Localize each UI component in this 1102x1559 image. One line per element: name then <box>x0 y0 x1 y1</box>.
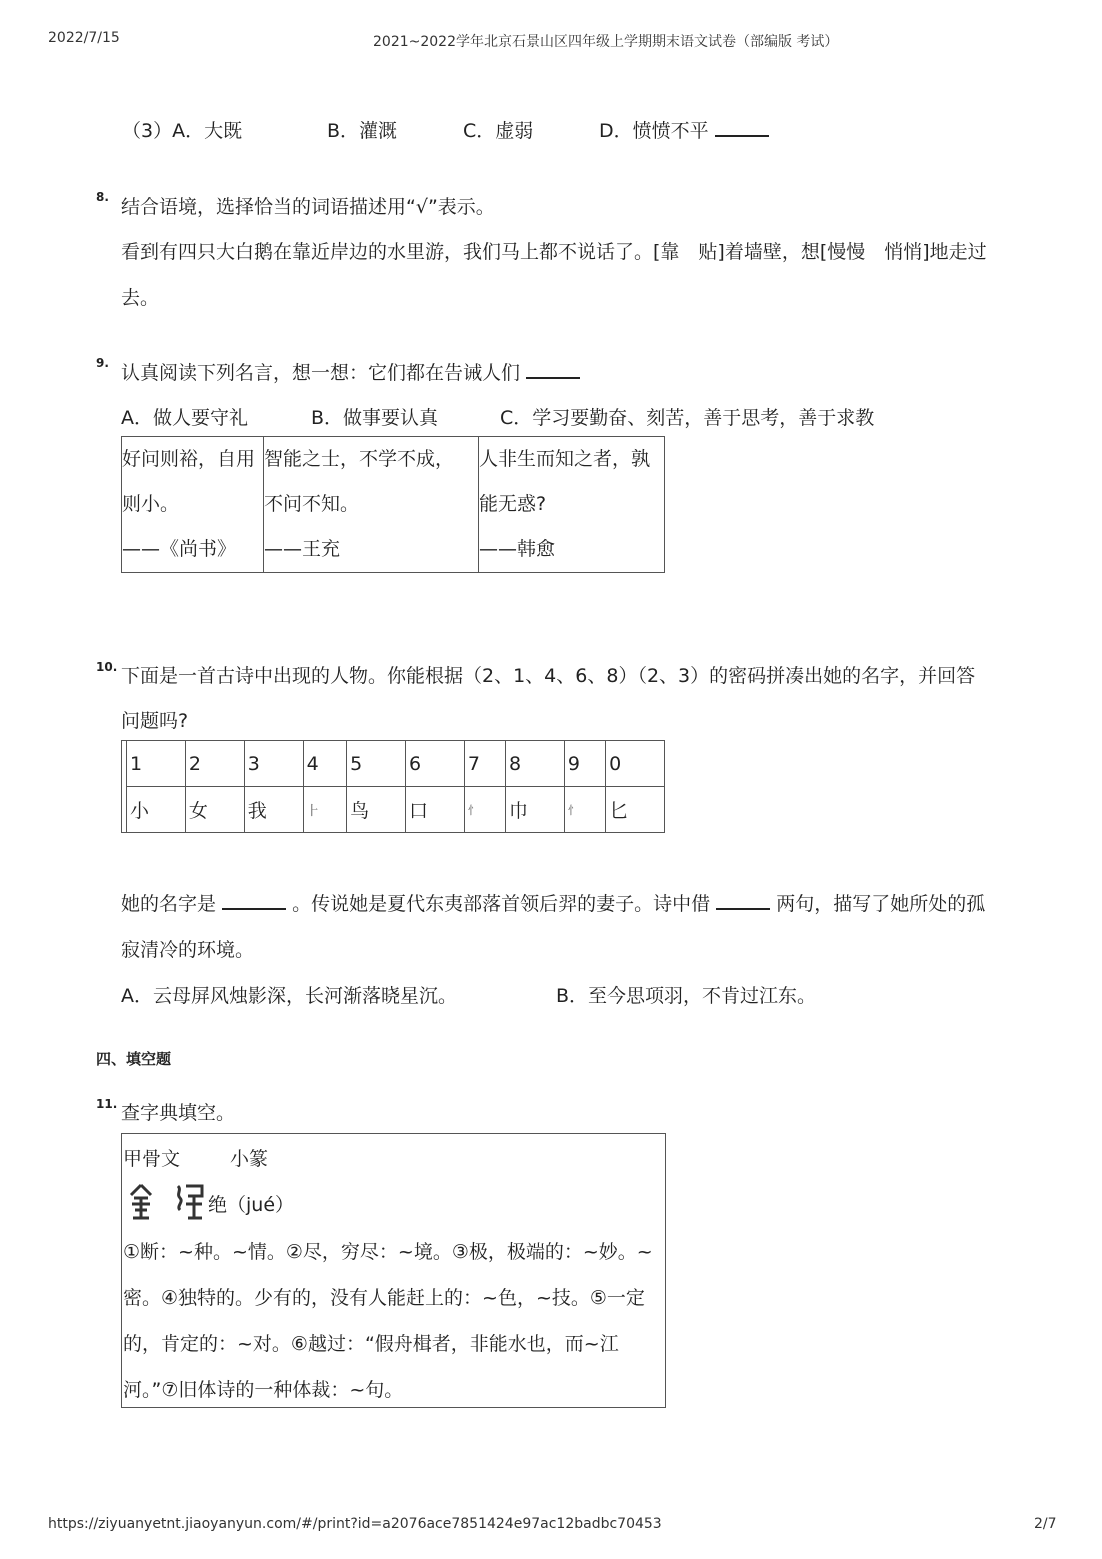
definition-line: 河。”⑦旧体诗的一种体裁：~句。 <box>123 1379 404 1401</box>
q7-3-option-c: C．虚弱 <box>463 120 534 142</box>
q7-3-option-d-text: D．愤愤不平 <box>599 120 709 142</box>
oracle-bone-glyph-icon <box>125 1182 157 1222</box>
definition-line: 密。④独特的。少有的，没有人能赶上的：~色，~技。⑤一定 <box>123 1287 645 1309</box>
digit-cell: 2 <box>185 741 244 787</box>
digit-cell: 8 <box>506 741 565 787</box>
radical-cell: 我 <box>244 787 303 833</box>
page-number: 2/7 <box>1034 1516 1057 1532</box>
definition-line: ①断：~种。~情。②尽，穷尽：~境。③极，极端的：~妙。~ <box>123 1241 653 1263</box>
digit-cell: 6 <box>406 741 465 787</box>
digit-cell: 3 <box>244 741 303 787</box>
motto-cell <box>122 437 264 573</box>
definition-line: 的，肯定的：~对。⑥越过：“假舟楫者，非能水也，而~江 <box>123 1333 619 1355</box>
radical-cell: 忄 <box>464 787 505 833</box>
q10-fill-c: 两句，描写了她所处的孤 <box>776 893 986 915</box>
q9-option-c: C．学习要勤奋、刻苦，善于思考，善于求教 <box>500 407 875 429</box>
seal-script-glyph-icon <box>172 1180 206 1222</box>
digit-cell: 5 <box>347 741 406 787</box>
motto-table <box>121 436 665 573</box>
answer-blank <box>222 890 286 910</box>
q8-passage-line2: 去。 <box>121 287 160 309</box>
motto-line: 智能之士，不学不成， <box>264 448 455 470</box>
footer-url: https://ziyuanyetnt.jiaoyanyun.com/#/print?id=a2076ace7851424e97ac12badbc70453 <box>48 1516 662 1532</box>
motto-line: 则小。 <box>122 493 180 515</box>
q8-passage-line1: 看到有四只大白鹅在靠近岸边的水里游，我们马上都不说话了。[靠 贴]着墙壁，想[慢慢 悄悄]地走过 <box>121 241 987 263</box>
digit-cell: 4 <box>303 741 347 787</box>
q7-3-option-b: B．灌溉 <box>327 120 398 142</box>
radical-cell: 口 <box>406 787 465 833</box>
print-date: 2022/7/15 <box>48 30 120 46</box>
radical-cell: ⺊ <box>303 787 347 833</box>
q10-stem-line1: 下面是一首古诗中出现的人物。你能根据（2、1、4、6、8）（2、3）的密码拼凑出她的名字，并回答 <box>121 665 976 687</box>
question-number-9: 9. <box>96 356 109 370</box>
password-table <box>121 740 665 833</box>
q9-stem <box>121 358 580 385</box>
motto-cell <box>264 437 479 573</box>
answer-blank <box>715 117 769 137</box>
q10-fill-b: 。传说她是夏代东夷部落首领后羿的妻子。诗中借 <box>292 893 711 915</box>
motto-cell <box>479 437 665 573</box>
q7-3-option-d <box>599 116 769 143</box>
document-title: 2021~2022学年北京石景山区四年级上学期期末语文试卷（部编版 考试） <box>373 34 839 50</box>
digit-cell: 1 <box>127 741 186 787</box>
radical-cell: 鸟 <box>347 787 406 833</box>
question-number-11: 11. <box>96 1097 118 1111</box>
digit-cell: 7 <box>464 741 505 787</box>
motto-line: 不问不知。 <box>264 493 360 515</box>
motto-source: ——韩愈 <box>479 538 556 560</box>
dictionary-box <box>121 1133 666 1408</box>
q9-option-a: A．做人要守礼 <box>121 407 248 429</box>
q11-stem: 查字典填空。 <box>121 1102 236 1124</box>
radical-cell: 巾 <box>506 787 565 833</box>
motto-line: 好问则裕，自用 <box>122 448 256 470</box>
q8-stem: 结合语境，选择恰当的词语描述用“√”表示。 <box>121 196 495 218</box>
q10-stem-line2: 问题吗? <box>121 710 189 732</box>
q9-option-b: B．做事要认真 <box>311 407 439 429</box>
radical-cell: 女 <box>185 787 244 833</box>
motto-line: 人非生而知之者，孰 <box>479 448 651 470</box>
answer-blank <box>526 359 580 379</box>
question-number-10: 10. <box>96 660 118 674</box>
digit-cell: 0 <box>606 741 665 787</box>
radical-cell: 小 <box>127 787 186 833</box>
radical-cell: 忄 <box>564 787 605 833</box>
motto-line: 能无惑? <box>479 493 547 515</box>
digit-cell: 9 <box>564 741 605 787</box>
section-title: 四、填空题 <box>96 1050 172 1068</box>
motto-source: ——《尚书》 <box>122 538 237 560</box>
question-number-8: 8. <box>96 190 109 204</box>
script-header-seal: 小篆 <box>230 1148 269 1170</box>
q10-option-a: A．云母屏风烛影深，长河渐落晓星沉。 <box>121 985 457 1007</box>
radical-cell: 匕 <box>606 787 665 833</box>
q7-3-option-a: （3）A．大既 <box>122 120 243 142</box>
headword: 绝（jué） <box>208 1194 295 1216</box>
answer-blank <box>716 890 770 910</box>
q10-fill-line2: 寂清冷的环境。 <box>121 939 255 961</box>
q10-fill-a: 她的名字是 <box>121 893 217 915</box>
motto-source: ——王充 <box>264 538 341 560</box>
q10-fill-line1 <box>121 889 985 916</box>
q9-stem-text: 认真阅读下列名言，想一想：它们都在告诫人们 <box>121 362 521 384</box>
script-header-oracle: 甲骨文 <box>123 1148 181 1170</box>
q10-option-b: B．至今思项羽，不肯过江东。 <box>556 985 817 1007</box>
